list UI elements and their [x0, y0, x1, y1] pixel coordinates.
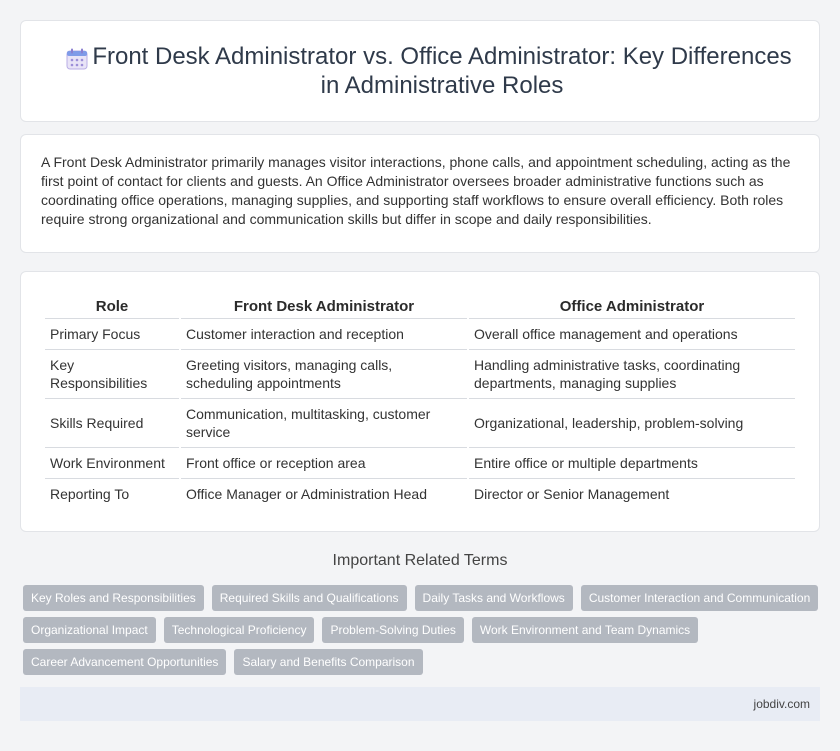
office-cell: Director or Senior Management	[474, 486, 670, 502]
table-row	[45, 350, 795, 399]
table-row	[45, 448, 795, 479]
related-terms-heading: Important Related Terms	[332, 552, 508, 569]
footer-site-link[interactable]: jobdiv.com	[753, 697, 810, 711]
front-desk-cell: Communication, multitasking, customer service	[181, 399, 467, 448]
intro-paragraph: A Front Desk Administrator primarily manages visitor interactions, phone calls, and appointment scheduling, acting as the first point of contact for clients and guests. An Office Administrator oversees broader administrative functions such as coordinating office operations, managing supplies, and supporting staff workflows to ensure overall efficiency. Both roles require strong organizational and communication skills but differ in scope and daily responsibilities.	[41, 154, 791, 227]
comparison-table	[43, 294, 797, 509]
front-desk-cell: Greeting visitors, managing calls, scheduling appointments	[181, 350, 467, 399]
office-cell: Handling administrative tasks, coordinating departments, managing supplies	[469, 350, 795, 399]
row-label: Reporting To	[50, 486, 130, 502]
row-label: Primary Focus	[45, 319, 179, 350]
table-row	[45, 399, 795, 448]
front-desk-cell: Office Manager or Administration Head	[186, 486, 427, 502]
front-desk-cell: Front office or reception area	[181, 448, 467, 479]
column-header-front-desk: Front Desk Administrator	[181, 294, 467, 319]
table-row	[45, 479, 795, 509]
column-header-office: Office Administrator	[469, 294, 795, 319]
footer	[20, 687, 820, 721]
related-terms-list	[23, 585, 823, 675]
office-cell: Entire office or multiple departments	[469, 448, 795, 479]
related-term-tag[interactable]: Technological Proficiency	[164, 617, 315, 643]
related-term-tag[interactable]: Key Roles and Responsibilities	[23, 585, 204, 611]
column-header-role: Role	[45, 294, 179, 319]
table-header-row	[45, 294, 795, 319]
related-term-tag[interactable]: Career Advancement Opportunities	[23, 649, 226, 675]
comparison-card	[20, 271, 820, 532]
related-term-tag[interactable]: Daily Tasks and Workflows	[415, 585, 573, 611]
related-term-tag[interactable]: Salary and Benefits Comparison	[234, 649, 422, 675]
related-term-tag[interactable]: Customer Interaction and Communication	[581, 585, 818, 611]
related-term-tag[interactable]: Work Environment and Team Dynamics	[472, 617, 698, 643]
table-row	[45, 319, 795, 350]
related-term-tag[interactable]: Organizational Impact	[23, 617, 156, 643]
front-desk-cell: Customer interaction and reception	[181, 319, 467, 350]
office-cell: Organizational, leadership, problem-solving	[469, 399, 795, 448]
intro-card	[20, 134, 820, 253]
page-title: Front Desk Administrator vs. Office Administrator: Key Differences in Administrative Roles	[92, 43, 792, 99]
office-cell: Overall office management and operations	[469, 319, 795, 350]
title-card	[20, 20, 820, 122]
row-label: Work Environment	[45, 448, 179, 479]
calendar-icon	[64, 46, 90, 72]
row-label: Key Responsibilities	[45, 350, 179, 399]
row-label: Skills Required	[45, 399, 179, 448]
related-term-tag[interactable]: Required Skills and Qualifications	[212, 585, 407, 611]
related-term-tag[interactable]: Problem-Solving Duties	[322, 617, 463, 643]
